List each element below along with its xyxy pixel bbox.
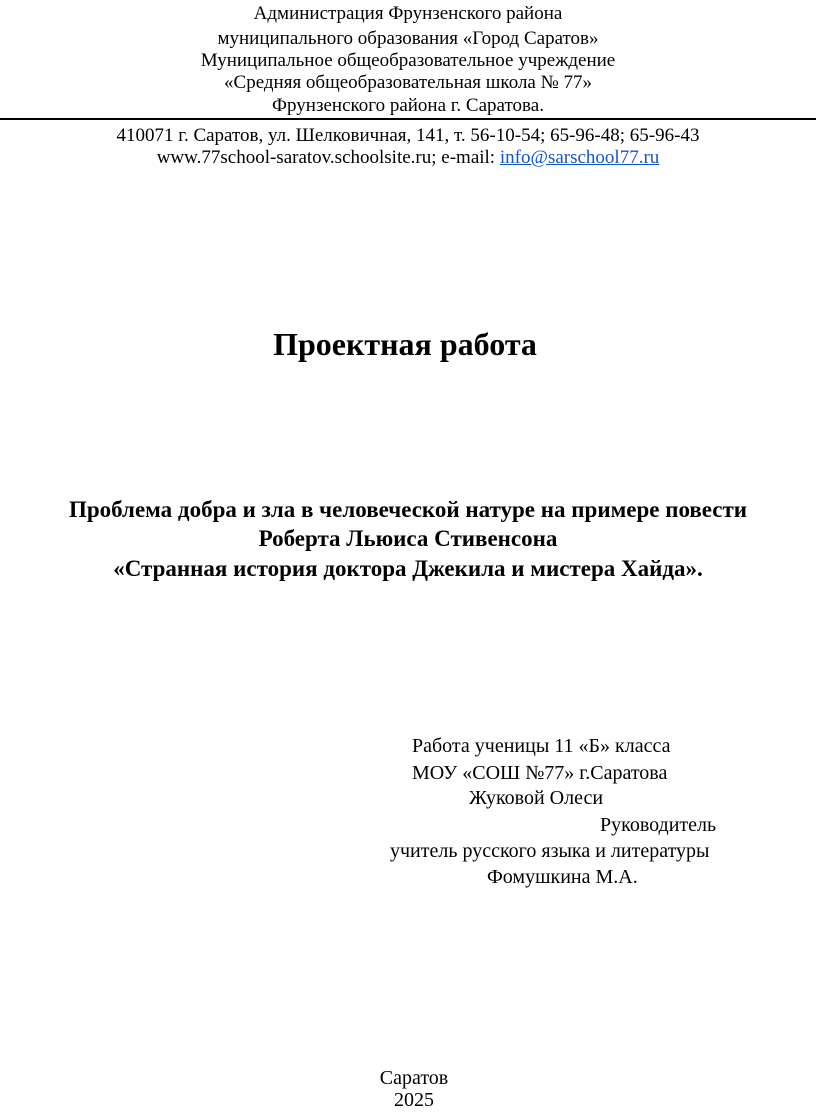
email-link[interactable]: info@sarschool77.ru xyxy=(499,147,660,168)
header-website: www.77school-saratov.schoolsite.ru; e-mail: xyxy=(156,147,500,168)
page-title: Проектная работа xyxy=(273,326,537,362)
author-school-line: МОУ «СОШ №77» г.Саратова xyxy=(412,762,668,784)
header-admin-line: Администрация Фрунзенского района xyxy=(253,3,563,24)
header-institution-type-line: Муниципальное общеобразовательное учреждение xyxy=(200,50,616,71)
header-divider xyxy=(0,118,816,120)
topic-line-3: «Странная история доктора Джекила и мистера Хайда». xyxy=(113,556,703,581)
header-school-name-line: «Средняя общеобразовательная школа № 77» xyxy=(224,72,592,93)
author-name: Жуковой Олеси xyxy=(469,787,604,809)
header-district-line: Фрунзенского района г. Саратова. xyxy=(272,95,544,116)
topic-line-1: Проблема добра и зла в человеческой натуре на примере повести xyxy=(68,497,748,522)
header-contacts xyxy=(0,147,816,169)
author-work-line: Работа ученицы 11 «Б» класса xyxy=(412,735,671,757)
header-address: 410071 г. Саратов, ул. Шелковичная, 141, т. 56-10-54; 65-96-48; 65-96-43 xyxy=(116,125,700,146)
supervisor-name: Фомушкина М.А. xyxy=(487,866,638,888)
header-municipality-line: муниципального образования «Город Саратов» xyxy=(217,28,599,49)
footer-city: Саратов xyxy=(379,1067,449,1089)
topic-line-2: Роберта Льюиса Стивенсона xyxy=(258,526,558,551)
supervisor-position: учитель русского языка и литературы xyxy=(390,840,710,862)
supervisor-label: Руководитель xyxy=(600,814,717,836)
footer-year: 2025 xyxy=(394,1089,434,1111)
